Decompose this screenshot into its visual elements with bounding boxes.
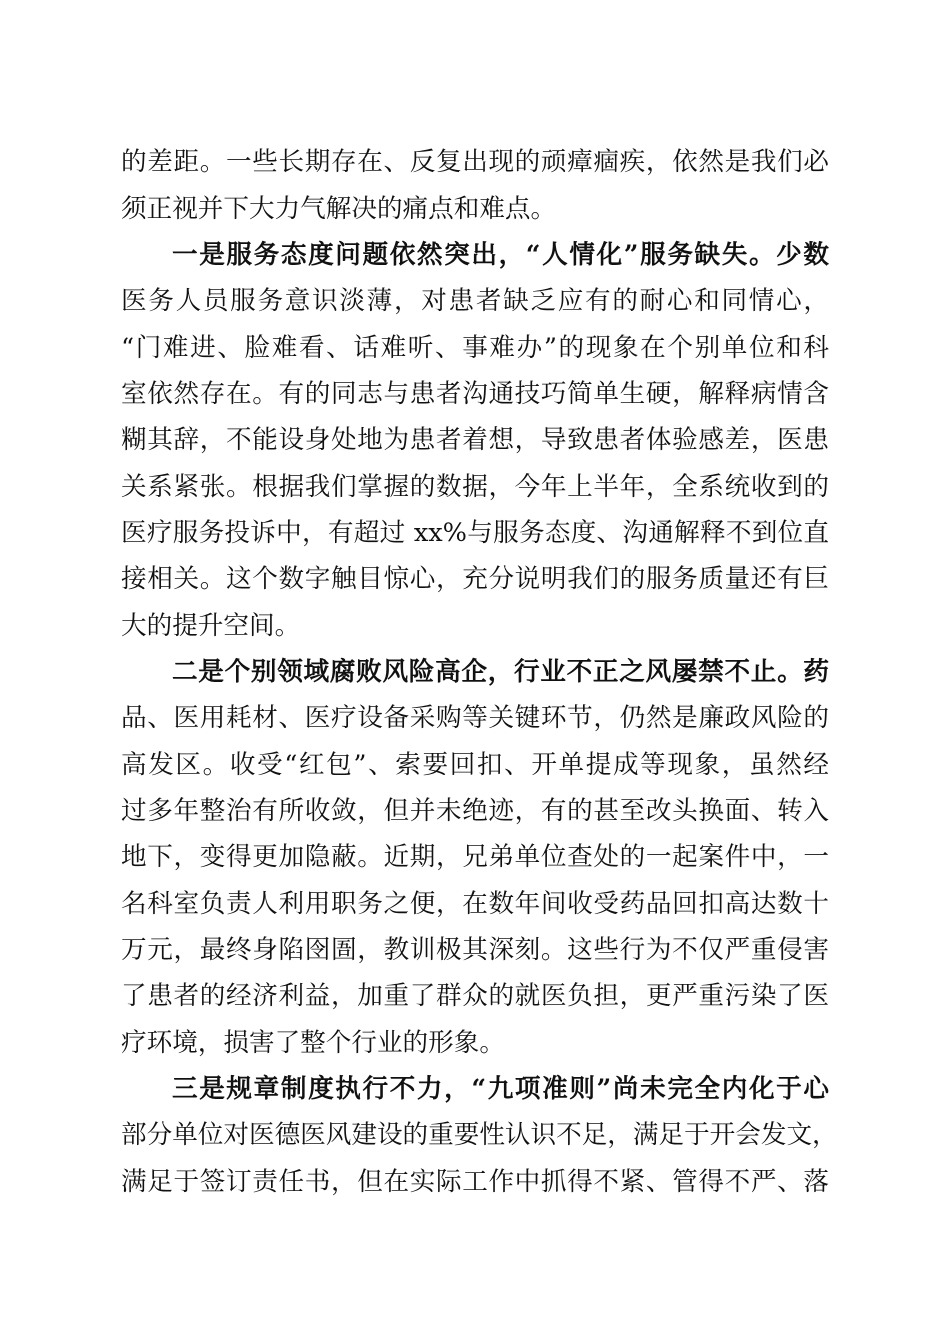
- paragraph-2-line-5: 糊其辞，不能设身处地为患者着想，导致患者体验感差，医患: [121, 425, 829, 455]
- paragraph-4-line-3: 满足于签订责任书，但在实际工作中抓得不紧、管得不严、落: [121, 1167, 829, 1197]
- paragraph-2-line-8: 接相关。这个数字触目惊心，充分说明我们的服务质量还有巨: [121, 564, 829, 594]
- paragraph-3-line-9: 疗环境，损害了整个行业的形象。: [121, 1028, 505, 1058]
- paragraph-2-line-2: 医务人员服务意识淡薄，对患者缺乏应有的耐心和同情心，: [121, 286, 829, 316]
- paragraph-3-line-2: 品、医用耗材、医疗设备采购等关键环节，仍然是廉政风险的: [121, 703, 829, 733]
- paragraph-2-line-9: 大的提升空间。: [121, 611, 301, 641]
- paragraph-2-line-6: 关系紧张。根据我们掌握的数据，今年上半年，全系统收到的: [121, 472, 829, 502]
- paragraph-1-line-1: 的差距。一些长期存在、反复出现的顽瘴痼疾，依然是我们必: [121, 147, 829, 177]
- paragraph-3-line-4: 过多年整治有所收敛，但并未绝迹，有的甚至改头换面、转入: [121, 796, 829, 826]
- paragraph-3-line-7: 万元，最终身陷囹圄，教训极其深刻。这些行为不仅严重侵害: [121, 935, 829, 965]
- paragraph-3-line-1: 二是个别领域腐败风险高企，行业不正之风屡禁不止。药: [172, 657, 829, 687]
- paragraph-2-line-4: 室依然存在。有的同志与患者沟通技巧简单生硬，解释病情含: [121, 379, 829, 409]
- paragraph-4-line-1: 三是规章制度执行不力，“九项准则”尚未完全内化于心: [172, 1074, 829, 1104]
- paragraph-1-line-2: 须正视并下大力气解决的痛点和难点。: [121, 194, 557, 224]
- paragraph-3-line-6: 名科室负责人利用职务之便，在数年间收受药品回扣高达数十: [121, 889, 829, 919]
- paragraph-3-line-5: 地下，变得更加隐蔽。近期，兄弟单位查处的一起案件中，一: [121, 842, 829, 872]
- paragraph-2-line-1: 一是服务态度问题依然突出，“人情化”服务缺失。少数: [172, 240, 829, 270]
- paragraph-2-line-3: “门难进、脸难看、话难听、事难办”的现象在个别单位和科: [121, 333, 829, 363]
- paragraph-4-line-2: 部分单位对医德医风建设的重要性认识不足，满足于开会发文，: [121, 1120, 838, 1150]
- paragraph-3-line-8: 了患者的经济利益，加重了群众的就医负担，更严重污染了医: [121, 981, 829, 1011]
- paragraph-3-line-3: 高发区。收受“红包”、索要回扣、开单提成等现象，虽然经: [121, 750, 829, 780]
- paragraph-2-line-7: 医疗服务投诉中，有超过 xx%与服务态度、沟通解释不到位直: [121, 518, 829, 548]
